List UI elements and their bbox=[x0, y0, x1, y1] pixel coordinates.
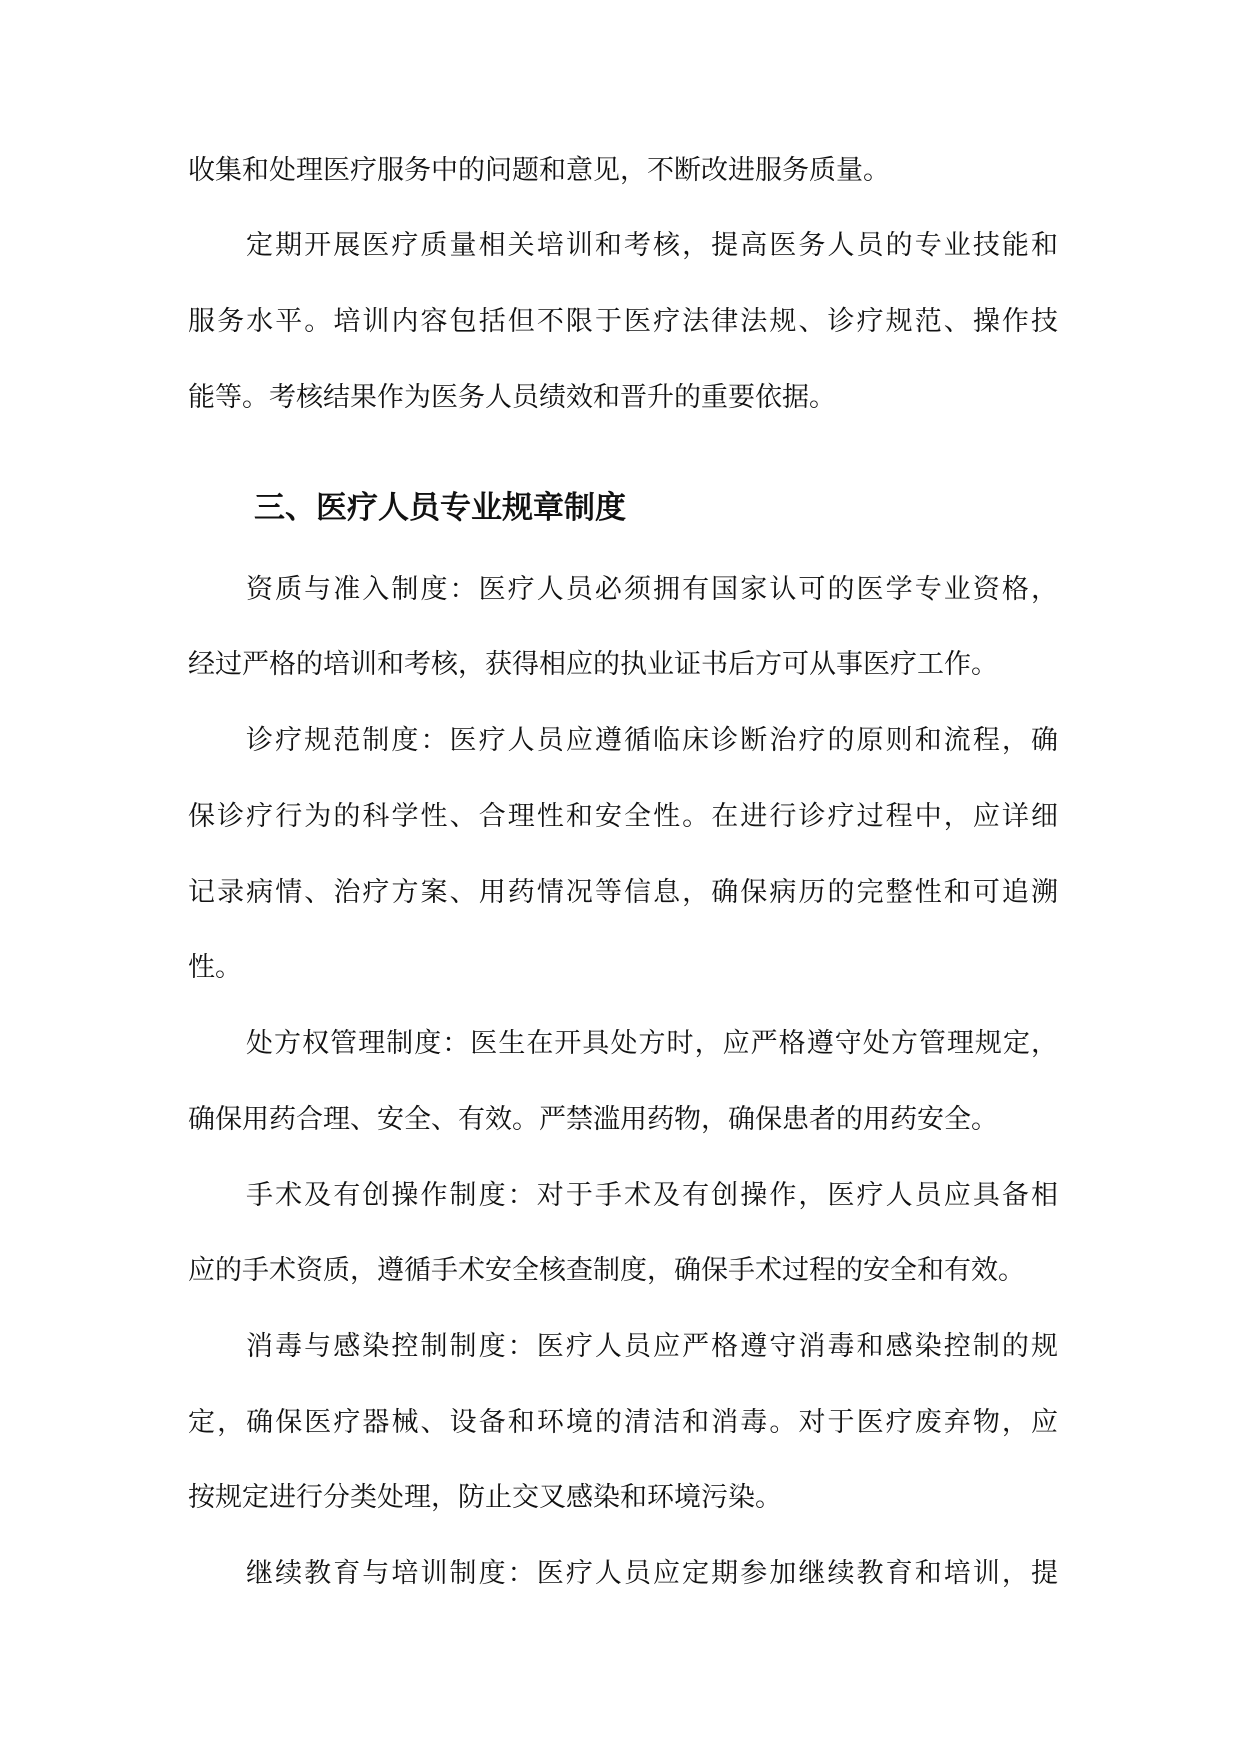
paragraph-5-line-2: 确保用药合理、安全、有效。严禁滥用药物，确保患者的用药安全。 bbox=[188, 1104, 998, 1135]
paragraph-2-line-2: 服务水平。培训内容包括但不限于医疗法律法规、诊疗规范、操作技 bbox=[188, 306, 1058, 337]
paragraph-6-line-1: 手术及有创操作制度：对于手术及有创操作，医疗人员应具备相 bbox=[246, 1180, 1058, 1211]
paragraph-3-line-2: 经过严格的培训和考核，获得相应的执业证书后方可从事医疗工作。 bbox=[188, 649, 998, 680]
section-heading: 三、医疗人员专业规章制度 bbox=[254, 490, 626, 526]
paragraph-2-line-1: 定期开展医疗质量相关培训和考核，提高医务人员的专业技能和 bbox=[246, 230, 1058, 261]
paragraph-8-line-1: 继续教育与培训制度：医疗人员应定期参加继续教育和培训，提 bbox=[246, 1558, 1058, 1589]
paragraph-3-line-1: 资质与准入制度：医疗人员必须拥有国家认可的医学专业资格， bbox=[246, 574, 1058, 605]
paragraph-4-line-4: 性。 bbox=[188, 952, 242, 983]
paragraph-7-line-3: 按规定进行分类处理，防止交叉感染和环境污染。 bbox=[188, 1482, 782, 1513]
paragraph-4-line-3: 记录病情、治疗方案、用药情况等信息，确保病历的完整性和可追溯 bbox=[188, 877, 1058, 908]
paragraph-1-line-1: 收集和处理医疗服务中的问题和意见，不断改进服务质量。 bbox=[188, 155, 890, 186]
paragraph-7-line-2: 定，确保医疗器械、设备和环境的清洁和消毒。对于医疗废弃物，应 bbox=[188, 1407, 1058, 1438]
paragraph-5-line-1: 处方权管理制度：医生在开具处方时，应严格遵守处方管理规定， bbox=[246, 1028, 1058, 1059]
paragraph-2-line-3: 能等。考核结果作为医务人员绩效和晋升的重要依据。 bbox=[188, 382, 836, 413]
paragraph-7-line-1: 消毒与感染控制制度：医疗人员应严格遵守消毒和感染控制的规 bbox=[246, 1331, 1058, 1362]
paragraph-4-line-2: 保诊疗行为的科学性、合理性和安全性。在进行诊疗过程中，应详细 bbox=[188, 801, 1058, 832]
paragraph-6-line-2: 应的手术资质，遵循手术安全核查制度，确保手术过程的安全和有效。 bbox=[188, 1255, 1025, 1286]
paragraph-4-line-1: 诊疗规范制度：医疗人员应遵循临床诊断治疗的原则和流程，确 bbox=[246, 725, 1058, 756]
